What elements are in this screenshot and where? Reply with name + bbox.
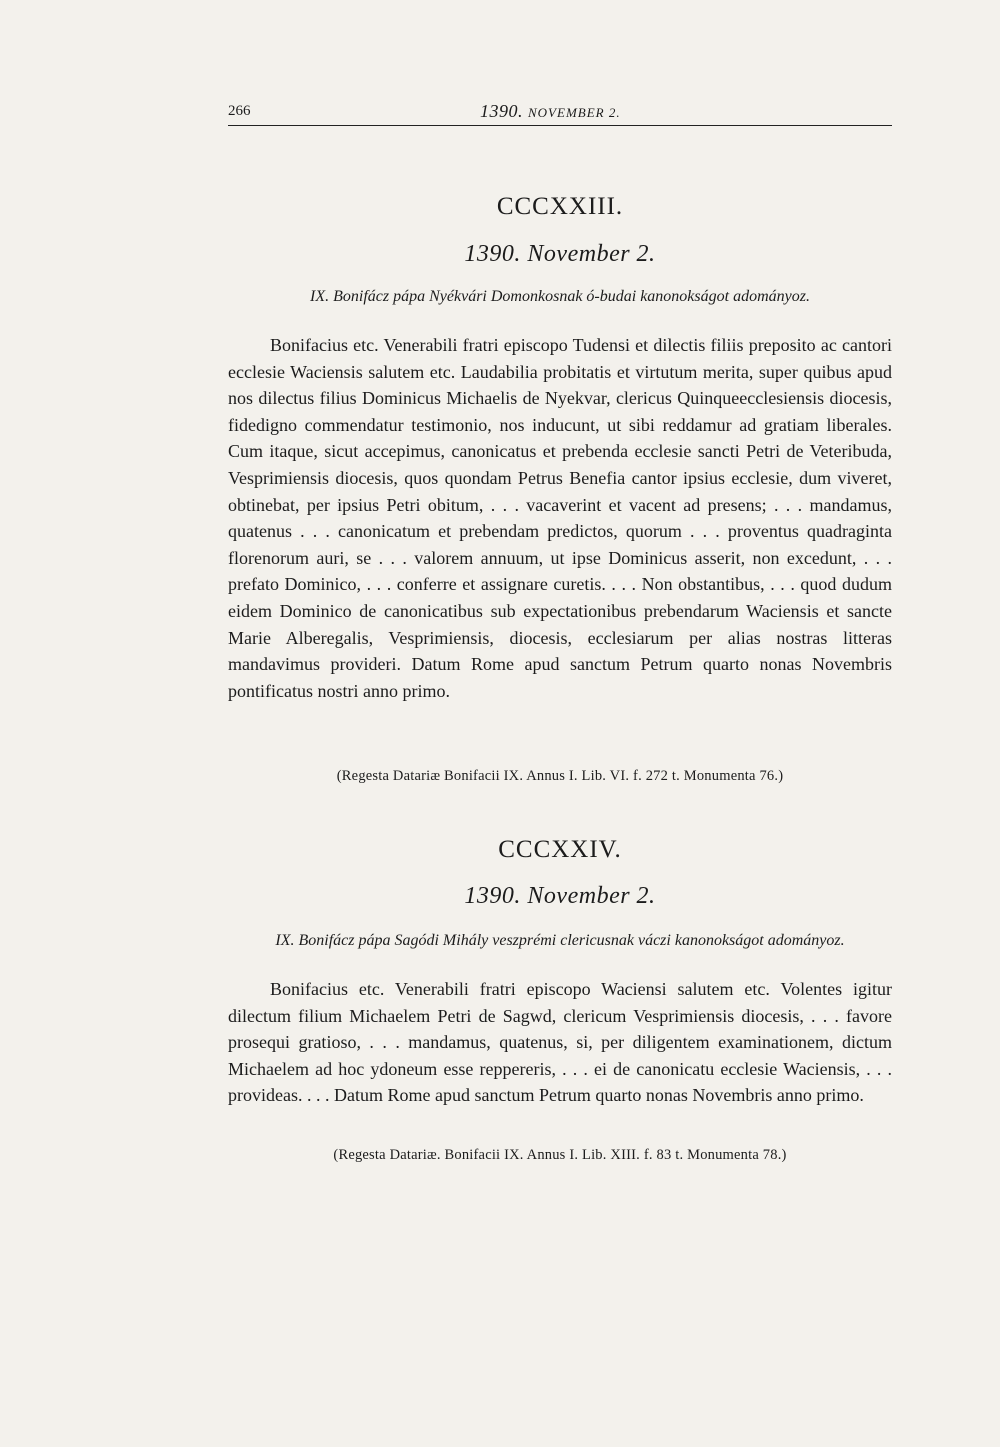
running-title: [480, 101, 621, 122]
document-date: 1390. November 2.: [464, 883, 656, 909]
page-number: 266: [228, 103, 251, 119]
document-body: Bonifacius etc. Venerabili fratri episcopo Waciensi salutem etc. Volentes igitur dilectum filium Michaelem Petri de Sagwd, clericum Vesprimiensis diocesis, . . . favore prosequi gratioso, . . . mandamus, quatenus, si, per diligentem examinationem, dictum Michaelem ad hoc ydoneum esse reppereris, . . . ei de canonicatu ecclesie Waciensis, . . . provideas. . . . Datum Rome apud sanctum Petrum quarto nonas Novembris anno primo.: [228, 979, 892, 1106]
source-reference: (Regesta Datariæ Bonifacii IX. Annus I. Lib. VI. f. 272 t. Monumenta 76.): [336, 768, 784, 784]
document-date: 1390. November 2.: [464, 241, 656, 267]
source-reference: (Regesta Datariæ. Bonifacii IX. Annus I. Lib. XIII. f. 83 t. Monumenta 78.): [333, 1147, 787, 1163]
document-body: Bonifacius etc. Venerabili fratri episcopo Tudensi et dilectis filiis preposito ac cantori ecclesie Waciensis salutem etc. Laudabilia probitatis et virtutum merita, super quibus apud nos dilectus filius Dominicus Michaelis de Nyekvar, clericus Quinqueecclesiensis diocesis, fidedigno commendatur testimonio, nos inducunt, ut sibi reddamur ad gratiam liberales. Cum itaque, sicut accepimus, canonicatus et prebenda ecclesie sancti Petri de Veteribuda, Vesprimiensis diocesis, quos quondam Petrus Benefia cantor ipsius ecclesie, dum viveret, obtinebat, per ipsius Petri obitum, . . . vacaverint et vacent ad presens; . . . mandamus, quatenus . . . canonicatum et prebendam predictos, quorum . . . proventus quadraginta florenorum auri, se . . . valorem annuum, ut ipse Dominicus asserit, non excedunt, . . . prefato Dominico, . . . conferre et assignare curetis. . . . Non obstantibus, . . . quod dudum eidem Dominico de canonicatibus sub expectationibus prebendarum Waciensis et sancte Marie Alberegalis, Vesprimiensis, diocesis, ecclesiarum per alias nostras litteras mandavimus provideri. Datum Rome apud sanctum Petrum quarto nonas Novembris pontificatus nostri anno primo.: [228, 335, 892, 701]
running-title-year: 1390.: [480, 101, 523, 121]
document-number: CCCXXIV.: [498, 836, 622, 863]
document-summary: IX. Bonifácz pápa Nyékvári Domonkosnak ó-budai kanonokságot adományoz.: [310, 288, 810, 305]
document-summary: IX. Bonifácz pápa Sagódi Mihály veszprémi clericusnak váczi kanonokságot adományoz.: [275, 932, 845, 949]
running-title-text: NOVEMBER 2.: [528, 105, 621, 120]
header-rule: [228, 125, 892, 126]
running-head: [228, 103, 892, 127]
document-number: CCCXXIII.: [496, 193, 624, 220]
